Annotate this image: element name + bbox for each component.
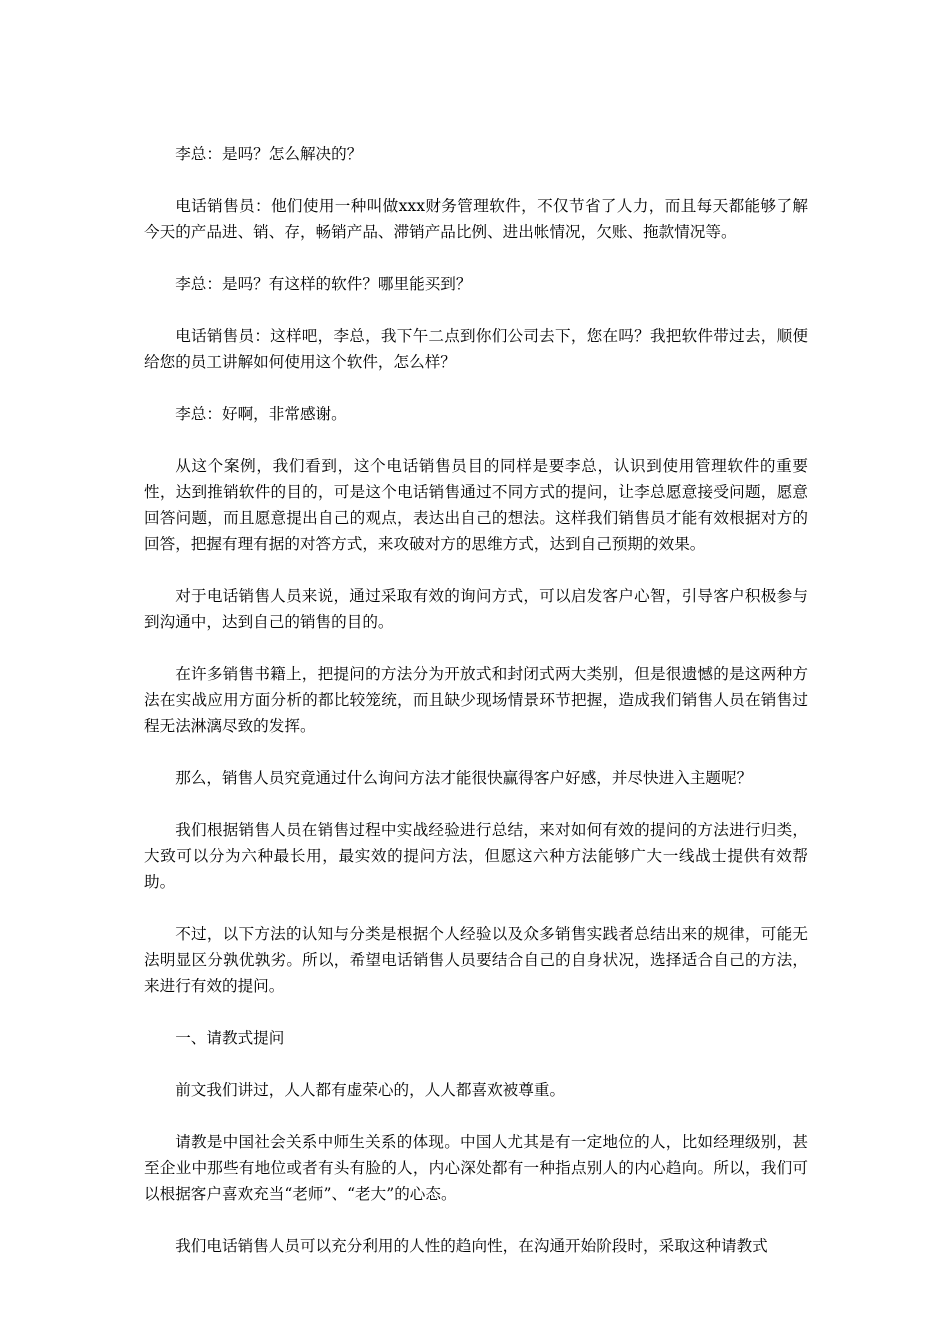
document-body <box>144 141 808 1285</box>
paragraph-human-tendency: 我们电话销售人员可以充分利用的人性的趋向性，在沟通开始阶段时，采取这种请教式 <box>175 1237 768 1255</box>
paragraph-case-analysis: 从这个案例，我们看到，这个电话销售员目的同样是要李总，认识到使用管理软件的重要性，达到推销软件的目的，可是这个电话销售通过不同方式的提问，让李总愿意接受问题，愿意回答问题，而且愿意提出自己的观点，表达出自己的想法。这样我们销售员才能有效根据对方的回答，把握有理有据的对答方式，来攻破对方的思维方式，达到自己预期的效果。 <box>144 457 808 553</box>
paragraph-question-intro: 那么，销售人员究竟通过什么询问方法才能很快赢得客户好感，并尽快进入主题呢？ <box>175 769 753 787</box>
paragraph-dialogue-sales-2: 电话销售员：这样吧，李总，我下午二点到你们公司去下，您在吗？我把软件带过去，顺便给您的员工讲解如何使用这个软件，怎么样？ <box>144 327 808 371</box>
paragraph-dialogue-li-3: 李总：好啊，非常感谢。 <box>175 405 347 423</box>
paragraph-book-methods: 在许多销售书籍上，把提问的方法分为开放式和封闭式两大类别，但是很遗憾的是这两种方法在实战应用方面分析的都比较笼统，而且缺少现场情景环节把握，造成我们销售人员在销售过程无法淋漓尽致的发挥。 <box>144 665 808 735</box>
paragraph-disclaimer: 不过，以下方法的认知与分类是根据个人经验以及众多销售实践者总结出来的规律，可能无法明显区分孰优孰劣。所以，希望电话销售人员要结合自己的自身状况，选择适合自己的方法，来进行有效的提问。 <box>144 925 808 995</box>
paragraph-questioning-purpose: 对于电话销售人员来说，通过采取有效的询问方式，可以启发客户心智，引导客户积极参与到沟通中，达到自己的销售的目的。 <box>144 587 808 631</box>
paragraph-dialogue-li-2: 李总：是吗？有这样的软件？哪里能买到？ <box>175 275 472 293</box>
paragraph-teacher-relationship: 请教是中国社会关系中师生关系的体现。中国人尤其是有一定地位的人，比如经理级别，甚至企业中那些有地位或者有头有脸的人，内心深处都有一种指点别人的内心趋向。所以，我们可以根据客户喜欢充当“老师”、“老大”的心态。 <box>144 1133 808 1203</box>
paragraph-vanity: 前文我们讲过，人人都有虚荣心的，人人都喜欢被尊重。 <box>175 1081 566 1099</box>
paragraph-dialogue-li-1: 李总：是吗？怎么解决的？ <box>175 145 363 163</box>
section-heading-consultative-questioning: 一、请教式提问 <box>175 1029 285 1047</box>
paragraph-dialogue-sales-1: 电话销售员：他们使用一种叫做xxx财务管理软件，不仅节省了人力，而且每天都能够了解今天的产品进、销、存，畅销产品、滞销产品比例、进出帐情况，欠账、拖款情况等。 <box>144 197 808 241</box>
paragraph-six-methods: 我们根据销售人员在销售过程中实战经验进行总结，来对如何有效的提问的方法进行归类，大致可以分为六种最长用，最实效的提问方法，但愿这六种方法能够广大一线战士提供有效帮助。 <box>144 821 808 891</box>
